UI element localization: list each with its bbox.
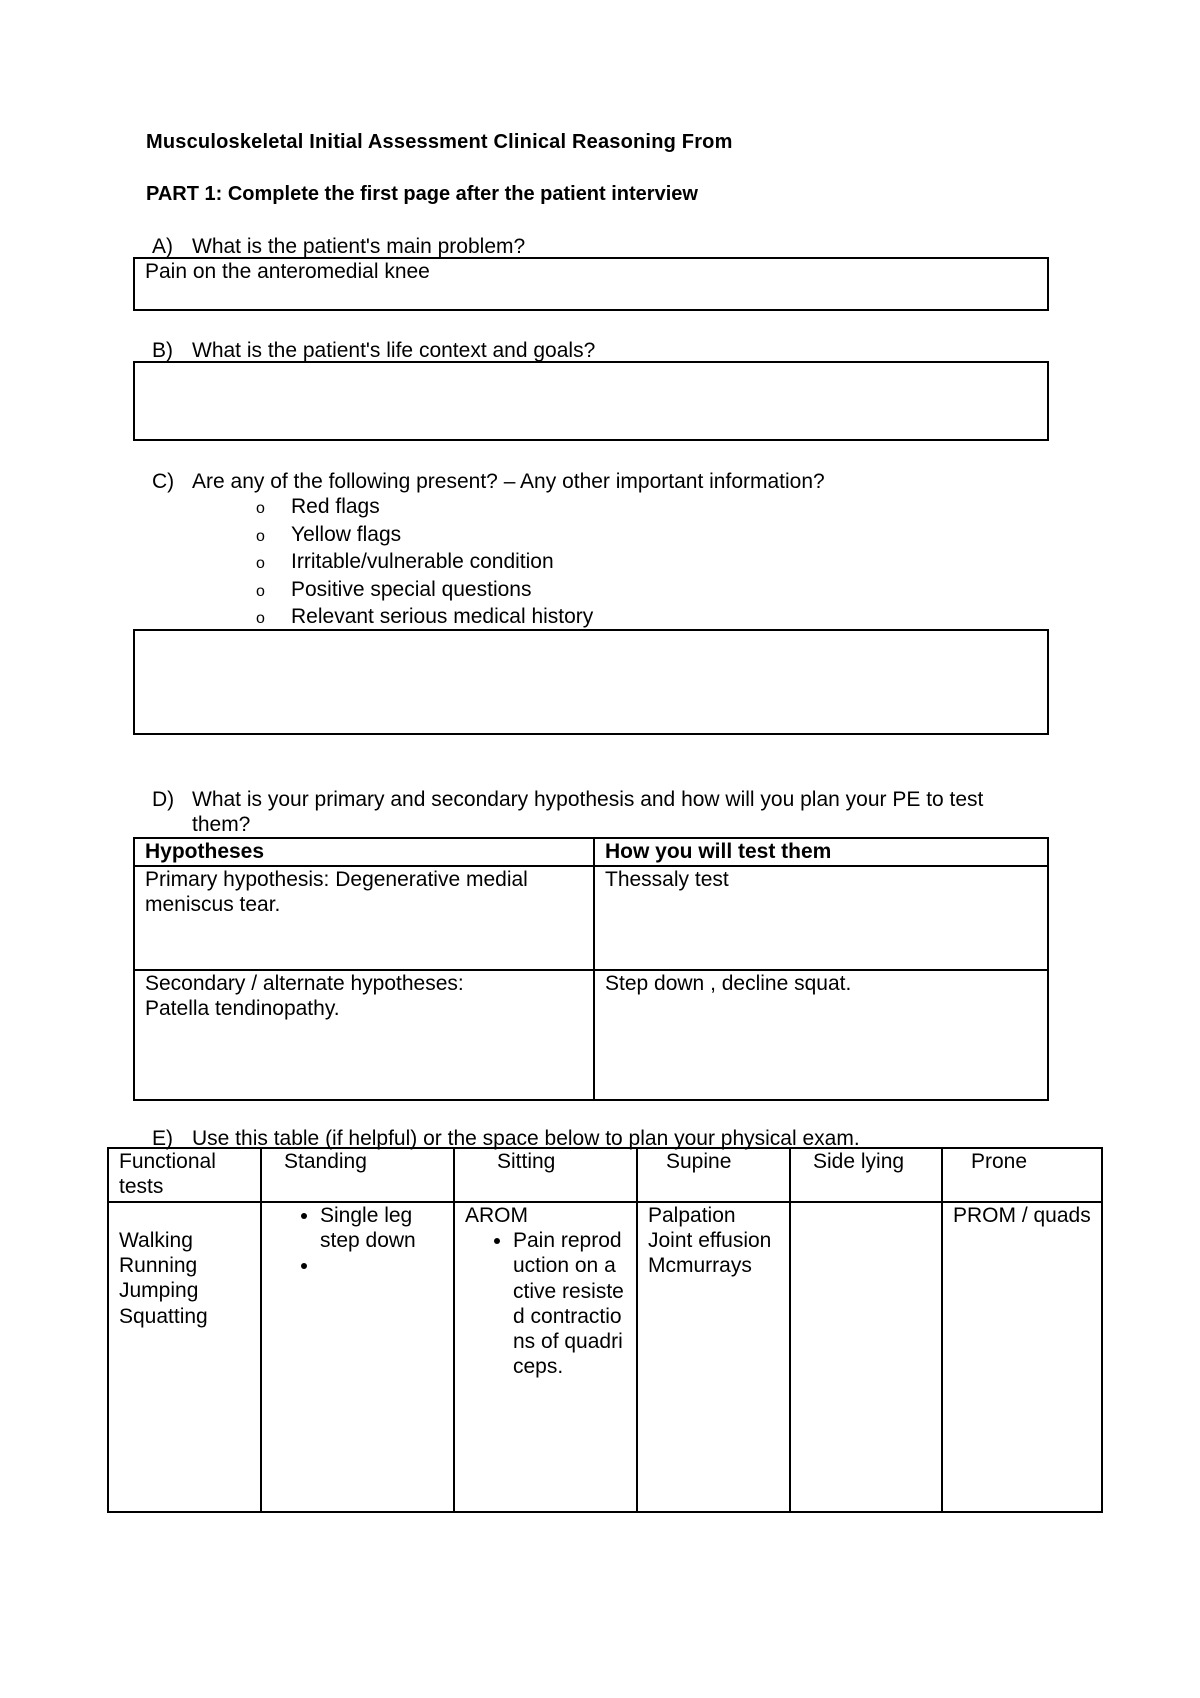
question-d-text-line1: What is your primary and secondary hypothesis and how will you plan your PE to test <box>192 788 984 811</box>
column-header-tests: How you will test them <box>594 838 1048 866</box>
secondary-hypothesis-cell[interactable] <box>134 970 594 1100</box>
question-d <box>152 787 983 812</box>
primary-hypothesis-line1: Primary hypothesis: Degenerative medial <box>145 868 528 891</box>
question-d-label: D) <box>152 788 175 811</box>
bullet-marker: o <box>256 500 265 517</box>
secondary-hypothesis-line2: Patella tendinopathy. <box>145 997 340 1021</box>
list-item <box>320 1253 443 1278</box>
primary-test-cell[interactable] <box>594 866 1048 970</box>
functional-test-item: Squatting <box>119 1304 208 1328</box>
column-header-functional-tests: Functional tests <box>108 1148 261 1202</box>
question-c <box>152 469 825 494</box>
question-e-label: E) <box>152 1127 173 1150</box>
functional-tests-cell[interactable] <box>108 1202 261 1512</box>
bullet-marker: o <box>256 610 265 627</box>
hypotheses-table <box>133 837 1049 1101</box>
column-header-standing: Standing <box>261 1148 454 1202</box>
question-b-text: What is the patient's life context and goals? <box>192 339 596 362</box>
question-b-label: B) <box>152 339 173 362</box>
answer-a-text: Pain on the anteromedial knee <box>145 260 430 283</box>
primary-test-text: Thessaly test <box>605 868 729 891</box>
answer-c-box[interactable] <box>133 629 1049 735</box>
question-c-text: Are any of the following present? – Any other important information? <box>192 470 825 493</box>
secondary-test-cell[interactable] <box>594 970 1048 1100</box>
column-header-prone: Prone <box>942 1148 1102 1202</box>
standing-list <box>272 1203 443 1279</box>
list-item-text: Red flags <box>291 495 380 518</box>
column-header-hypotheses: Hypotheses <box>134 838 594 866</box>
column-header-supine: Supine <box>637 1148 790 1202</box>
secondary-test-text: Step down , decline squat. <box>605 972 852 995</box>
list-item <box>256 522 593 550</box>
supine-item: Palpation <box>648 1204 736 1227</box>
primary-hypothesis-cell[interactable] <box>134 866 594 970</box>
functional-test-item: Running <box>119 1254 198 1278</box>
table-row <box>134 866 1048 970</box>
list-item <box>256 604 593 632</box>
sitting-cell[interactable] <box>454 1202 637 1512</box>
list-item <box>256 577 593 605</box>
question-a-text: What is the patient's main problem? <box>192 235 526 258</box>
table-header-row <box>108 1148 1102 1202</box>
list-item: • Pain reproduction on active resisted contractions of quadriceps. <box>513 1228 626 1379</box>
prone-text: PROM / quads <box>953 1204 1091 1227</box>
prone-cell[interactable] <box>942 1202 1102 1512</box>
list-item-text: Yellow flags <box>291 522 402 546</box>
supine-item: Joint effusion <box>648 1229 772 1253</box>
primary-hypothesis-line2: meniscus tear. <box>145 893 281 917</box>
question-a <box>152 234 525 259</box>
column-header-side-lying: Side lying <box>790 1148 942 1202</box>
question-c-list <box>256 494 593 632</box>
supine-cell[interactable] <box>637 1202 790 1512</box>
question-d-text-line2: them? <box>192 813 251 836</box>
table-header-row <box>134 838 1048 866</box>
question-b <box>152 338 595 363</box>
document-title: Musculoskeletal Initial Assessment Clinical Reasoning From <box>146 131 733 153</box>
sitting-heading: AROM <box>465 1204 528 1227</box>
list-item: • Single leg step down <box>320 1203 443 1253</box>
bullet-marker: o <box>256 527 265 545</box>
answer-a-box[interactable] <box>133 257 1049 311</box>
question-a-label: A) <box>152 235 173 258</box>
functional-test-item: Jumping <box>119 1279 199 1303</box>
standing-cell[interactable] <box>261 1202 454 1512</box>
part-1-heading: PART 1: Complete the first page after the patient interview <box>146 183 698 205</box>
list-item <box>256 494 593 522</box>
column-header-sitting: Sitting <box>454 1148 637 1202</box>
table-row <box>108 1202 1102 1512</box>
sitting-list <box>465 1228 626 1379</box>
physical-exam-table <box>107 1147 1103 1513</box>
answer-b-box[interactable] <box>133 361 1049 441</box>
list-item-text: Relevant serious medical history <box>291 605 594 628</box>
bullet-marker: o <box>256 582 265 600</box>
table-row <box>134 970 1048 1100</box>
list-item <box>256 549 593 577</box>
list-item-text: Positive special questions <box>291 577 532 601</box>
supine-item: Mcmurrays <box>648 1254 752 1278</box>
side-lying-cell[interactable] <box>790 1202 942 1512</box>
bullet-marker: o <box>256 555 265 572</box>
question-c-label: C) <box>152 470 175 493</box>
secondary-hypothesis-line1: Secondary / alternate hypotheses: <box>145 972 464 995</box>
functional-test-item: Walking <box>119 1229 193 1252</box>
question-e-text: Use this table (if helpful) or the space below to plan your physical exam. <box>192 1127 860 1150</box>
list-item-text: Irritable/vulnerable condition <box>291 550 554 573</box>
